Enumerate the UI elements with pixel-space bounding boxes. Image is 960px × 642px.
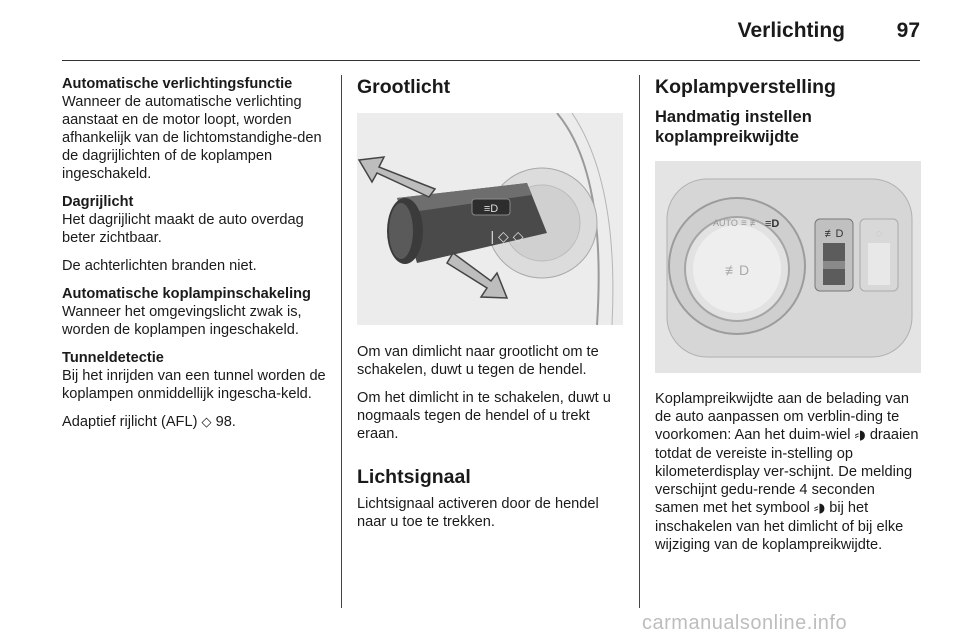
figure-headlight-switch xyxy=(655,161,921,373)
page-header xyxy=(0,0,960,62)
page-title: Verlichting xyxy=(737,19,845,42)
svg-text:◌: ◌ xyxy=(875,228,883,240)
header-rule xyxy=(62,60,920,61)
svg-text:| ◇ ◇: | ◇ ◇ xyxy=(490,228,524,244)
svg-text:≡D: ≡D xyxy=(483,203,499,215)
headlight-range-icon-2: ⸗◗ xyxy=(814,501,826,516)
heading-flash: Lichtsignaal xyxy=(357,466,471,488)
light-stalk-illustration xyxy=(357,113,623,325)
heading-headlight-range: Koplampverstelling xyxy=(655,76,836,98)
paragraph-daytime-1: Het dagrijlicht maakt de auto overdag beter zichtbaar. xyxy=(62,212,304,246)
subheading-tunnel-detection: Tunneldetectie xyxy=(62,350,164,366)
paragraph-tunnel-detection: Bij het inrijden van een tunnel worden de koplampen onmiddellijk ingescha-keld. xyxy=(62,368,326,402)
paragraph-auto-headlights: Wanneer het omgevingslicht zwak is, worden de koplampen ingeschakeld. xyxy=(62,304,302,338)
paragraph-flash: Lichtsignaal activeren door de hendel naar u toe te trekken. xyxy=(357,496,599,530)
range-text-part-3: bij het inschakelen van het dimlicht of bij elke wijziging van de koplampreikwijdte. xyxy=(655,500,904,553)
subheading-auto-headlights: Automatische koplampinschakeling xyxy=(62,286,311,302)
column-divider-2 xyxy=(639,75,640,608)
reference-page: 98. xyxy=(215,414,236,430)
figure-light-stalk xyxy=(357,113,623,325)
section-heading-auto-lighting: Automatische verlichtingsfunctie xyxy=(62,76,293,92)
paragraph-headlight-range xyxy=(655,390,921,554)
svg-text:≡D: ≡D xyxy=(765,218,780,230)
subheading-daytime-lights: Dagrijlicht xyxy=(62,194,134,210)
column-right xyxy=(655,75,921,554)
paragraph-dipped-beam: Om het dimlicht in te schakelen, duwt u nogmaals tegen de hendel of u trekt eraan. xyxy=(357,390,611,442)
intro-paragraph: Wanneer de automatische verlichting aanstaat en de motor loopt, worden afhankelijk van de lichtomstandighe-den de dagrijlichten of de koplampen ingeschakeld. xyxy=(62,94,322,182)
range-text-part-1: Koplampreikwijdte aan de belading van de auto aanpassen om verblin-ding te voorkomen: Aan het duim-wiel xyxy=(655,391,909,443)
subheading-manual-1: Handmatig instellen xyxy=(655,108,812,126)
auto-label: AUTO xyxy=(713,218,738,228)
svg-text:≡ ≢: ≡ ≢ xyxy=(741,218,760,229)
page-reference-icon: ◇ xyxy=(201,415,212,430)
headlight-switch-illustration xyxy=(655,161,921,373)
paragraph-daytime-2: De achterlichten branden niet. xyxy=(62,258,257,274)
watermark: carmanualsonline.info xyxy=(642,612,848,634)
range-text-part-2: draaien totdat de vereiste in-stelling op kilometerdisplay ver-schijnt. De melding verschijnt gedu-rende 4 seconden samen met het symbool xyxy=(655,427,919,516)
subheading-manual-2: koplampreikwijdte xyxy=(655,128,799,146)
heading-high-beam: Grootlicht xyxy=(357,76,451,98)
reference-paragraph xyxy=(62,413,326,432)
column-middle xyxy=(357,75,623,531)
paragraph-high-beam-on: Om van dimlicht naar grootlicht om te schakelen, duwt u tegen de hendel. xyxy=(357,344,599,378)
column-left xyxy=(62,75,326,432)
page-number: 97 xyxy=(896,19,920,42)
svg-text:≢D: ≢D xyxy=(824,228,844,240)
svg-text:≢D: ≢D xyxy=(724,262,750,278)
reference-text: Adaptief rijlicht (AFL) xyxy=(62,414,198,430)
column-divider-1 xyxy=(341,75,342,608)
headlight-range-icon: ⸗◗ xyxy=(854,428,866,443)
